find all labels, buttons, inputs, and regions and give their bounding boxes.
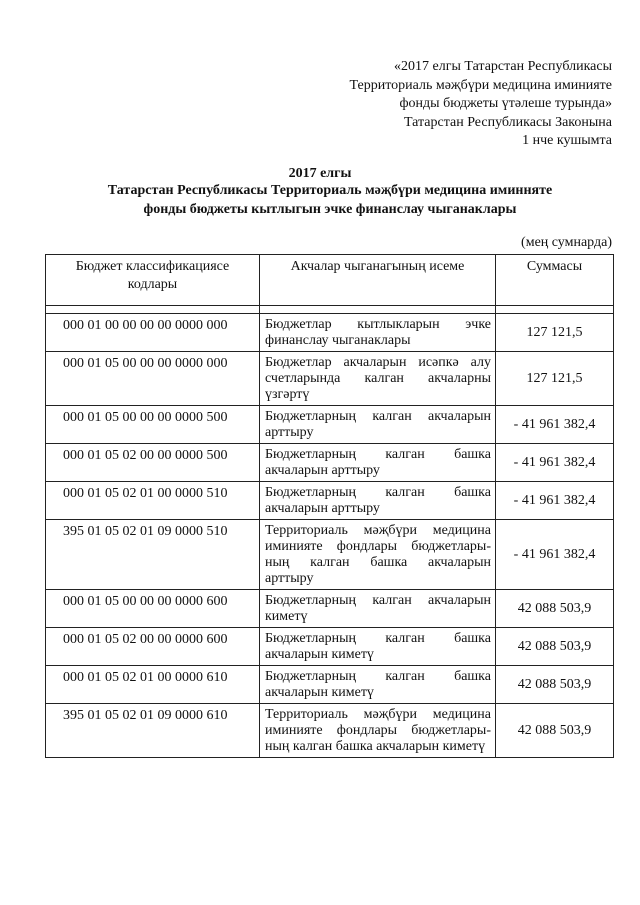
- row-code: 000 01 05 00 00 00 0000 000: [46, 352, 260, 406]
- row-sum: 42 088 503,9: [496, 666, 614, 704]
- header-name: Акчалар чыганагының исеме: [260, 255, 496, 306]
- row-sum: 127 121,5: [496, 352, 614, 406]
- table-row: [46, 352, 614, 406]
- attachment-line: Татарстан Республикасы Законына: [403, 114, 612, 130]
- attachment-line: фонды бюджеты үтәлеше турында»: [399, 96, 612, 112]
- attachment-line: «2017 елгы Татарстан Республикасы: [394, 59, 612, 74]
- row-sum: 42 088 503,9: [496, 590, 614, 628]
- table-row: [46, 314, 614, 352]
- table-row: [46, 406, 614, 444]
- row-code: 000 01 05 02 00 00 0000 600: [46, 628, 260, 666]
- table-row: [46, 520, 614, 590]
- row-sum: - 41 961 382,4: [496, 406, 614, 444]
- attachment-note: [292, 58, 612, 151]
- unit-note: (мең сумнарда): [521, 235, 612, 250]
- document-year: 2017 елгы: [288, 166, 352, 181]
- row-name: Бюджетлар акчаларын исәпкә алу счетларында калган акчаларны үзгәртү: [260, 352, 496, 406]
- row-code: 000 01 05 02 01 00 0000 610: [46, 666, 260, 704]
- attachment-line: 1 нче кушымта: [522, 133, 612, 149]
- attachment-line: Территориаль мәҗбүри медицина иминияте: [349, 77, 612, 93]
- row-code: 000 01 00 00 00 00 0000 000: [46, 314, 260, 352]
- row-name: Бюджетларның калган башка акчаларын киметү: [260, 666, 496, 704]
- table-row: [46, 666, 614, 704]
- row-name: Территориаль мәҗбүри медицина иминияте фондлары бюджетлары-ның калган башка акчаларын киметү: [260, 704, 496, 758]
- row-sum: 42 088 503,9: [496, 704, 614, 758]
- row-code: 000 01 05 00 00 00 0000 600: [46, 590, 260, 628]
- row-name: Бюджетларның калган акчаларын киметү: [260, 590, 496, 628]
- row-sum: - 41 961 382,4: [496, 482, 614, 520]
- row-sum: - 41 961 382,4: [496, 444, 614, 482]
- row-code: 000 01 05 00 00 00 0000 500: [46, 406, 260, 444]
- row-name: Бюджетларның калган акчаларын арттыру: [260, 406, 496, 444]
- row-code: 000 01 05 02 00 00 0000 500: [46, 444, 260, 482]
- row-name: Бюджетлар кытлыкларын эчке финанслау чыганаклары: [260, 314, 496, 352]
- row-sum: - 41 961 382,4: [496, 520, 614, 590]
- row-name: Бюджетларның калган башка акчаларын арттыру: [260, 444, 496, 482]
- header-spacer-row: [46, 306, 614, 314]
- header-code: Бюджет классификациясе кодлары: [46, 255, 260, 306]
- document-title: [40, 182, 620, 219]
- row-code: 395 01 05 02 01 09 0000 510: [46, 520, 260, 590]
- row-name: Территориаль мәҗбүри медицина иминияте фондлары бюджетлары-ның калган башка акчаларын арттыру: [260, 520, 496, 590]
- table-header-row: [46, 255, 614, 306]
- title-line: Татарстан Республикасы Территориаль мәҗбүри медицина иминняте: [107, 183, 553, 198]
- header-sum: Суммасы: [496, 255, 614, 306]
- sources-table: [45, 254, 614, 758]
- table-row: [46, 482, 614, 520]
- table-row: [46, 590, 614, 628]
- table-row: [46, 628, 614, 666]
- title-line: фонды бюджеты кытлыгын эчке финанслау чыганаклары: [143, 201, 517, 217]
- row-code: 395 01 05 02 01 09 0000 610: [46, 704, 260, 758]
- row-name: Бюджетларның калган башка акчаларын арттыру: [260, 482, 496, 520]
- table-row: [46, 704, 614, 758]
- row-code: 000 01 05 02 01 00 0000 510: [46, 482, 260, 520]
- row-sum: 42 088 503,9: [496, 628, 614, 666]
- table-row: [46, 444, 614, 482]
- row-sum: 127 121,5: [496, 314, 614, 352]
- row-name: Бюджетларның калган башка акчаларын киметү: [260, 628, 496, 666]
